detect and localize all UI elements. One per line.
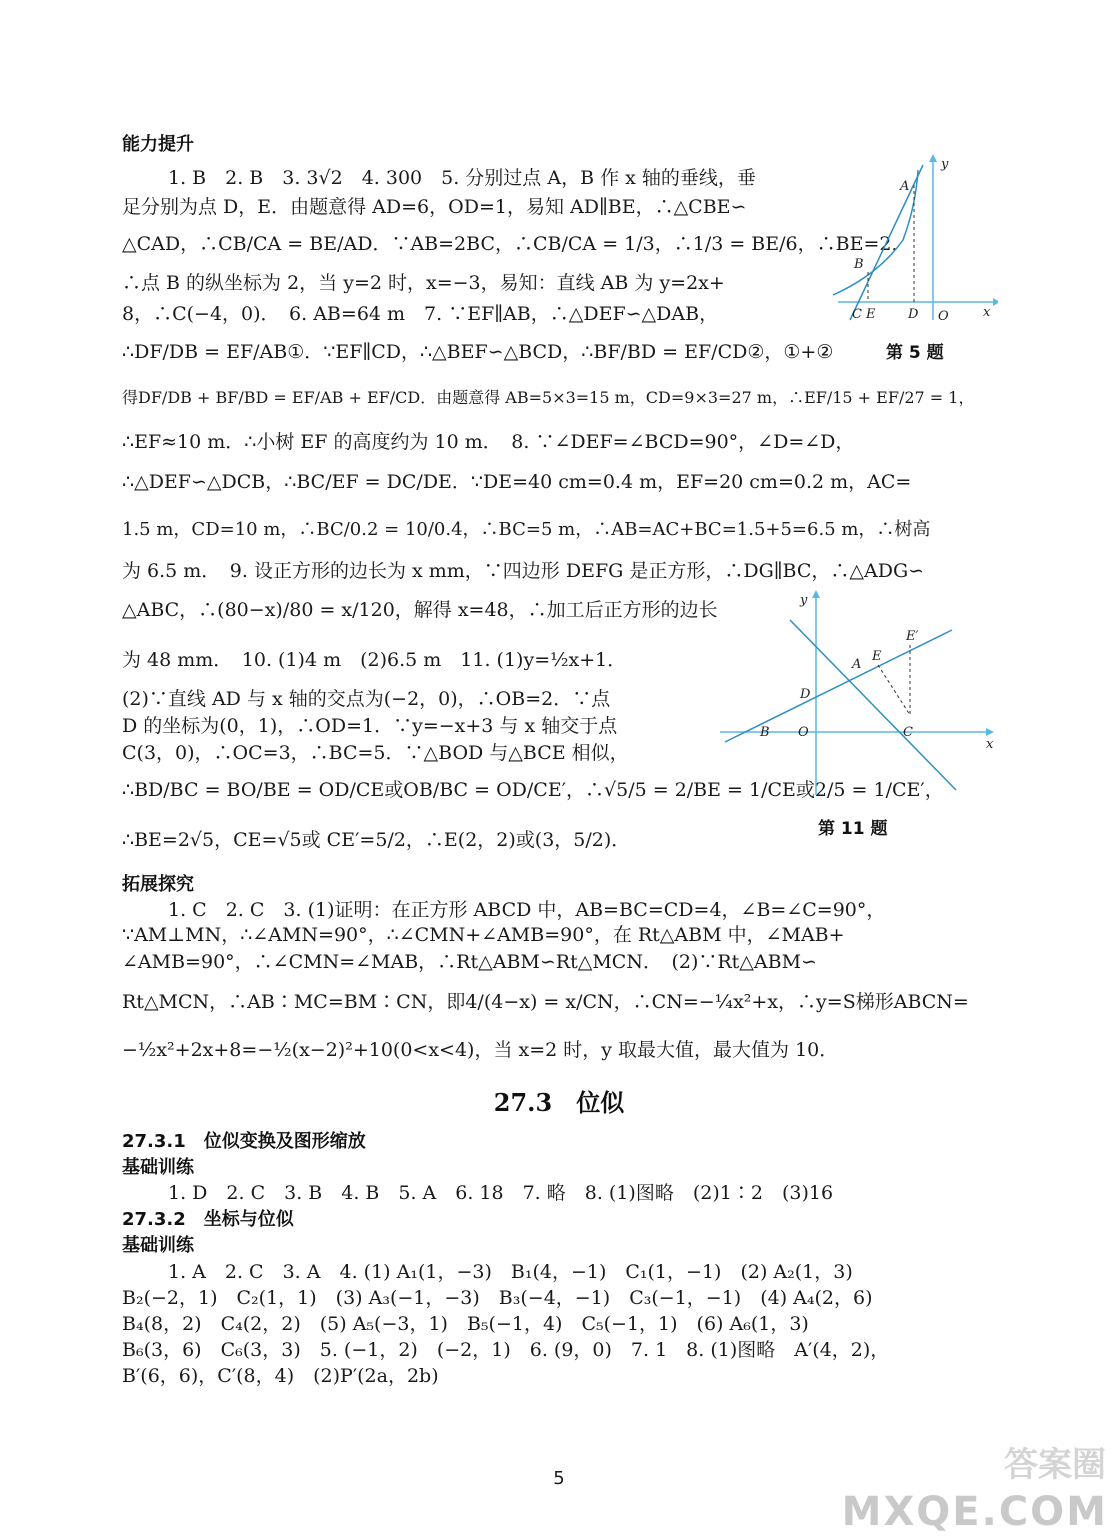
answer-line: B₄(8，2) C₄(2，2) (5) A₅(−3，1) B₅(−1，4) C₅(−1，1) (6) A₆(1，3) [122,1313,809,1335]
fig5-label: E [866,307,876,322]
fig11-caption: 第 11 题 [818,819,888,839]
answer-line: △CAD，∴CB/CA = BE/AD．∵AB=2BC，∴CB/CA = 1/3，∴1/3 = BE/6，∴BE=2． [122,233,911,255]
figure-5 [828,150,998,330]
answer-line: ∵AM⊥MN，∴∠AMN=90°，∴∠CMN+∠AMB=90°，在 Rt△ABM 中，∠MAB+ [122,924,845,946]
answer-line: ∴BE=2√5，CE=√5或 CE′=5/2，∴E(2，2)或(3，5/2)． [122,829,631,851]
fig5-label: D [908,307,919,322]
answer-line: −½x²+2x+8=−½(x−2)²+10(0<x<4)，当 x=2 时，y 取最大值，最大值为 10． [122,1039,839,1061]
answer-line: ∴△DEF∽△DCB，∴BC/EF = DC/DE．∵DE=40 cm=0.4 m，EF=20 cm=0.2 m，AC= [122,471,912,493]
answer-line: D 的坐标为(0，1)，∴OD=1．∵y=−x+3 与 x 轴交于点 [122,715,618,737]
fig5-label: B [854,257,864,272]
answer-line: 1. D 2. C 3. B 4. B 5. A 6. 18 7. 略 8. (1)图略 (2)1∶2 (3)16 [168,1182,834,1204]
fig11-label: x [986,737,994,752]
fig11-label: D [800,687,811,702]
answer-line: B₆(3，6) C₆(3，3) 5. (−1，2) (−2，1) 6. (9，0) 7. 1 8. (1)图略 A′(4，2)， [122,1339,890,1361]
page-number: 5 [553,1468,565,1489]
answer-line: ∠AMB=90°，∴∠CMN=∠MAB，∴Rt△ABM∽Rt△MCN． (2)∵Rt△ABM∽ [122,951,817,973]
answer-line: ∴点 B 的纵坐标为 2，当 y=2 时，x=−3，易知：直线 AB 为 y=2x+ [122,272,725,294]
answer-line: 为 6.5 m． 9. 设正方形的边长为 x mm，∵四边形 DEFG 是正方形，∴DG∥BC，∴△ADG∽ [122,560,925,582]
answer-line: 得DF/DB + BF/BD = EF/AB + EF/CD．由题意得 AB=5×3=15 m，CD=9×3=27 m，∴EF/15 + EF/27 = 1， [122,388,975,407]
answer-line: 为 48 mm． 10. (1)4 m (2)6.5 m 11. (1)y=½x+1． [122,649,627,671]
answer-line: B′(6，6)，C′(8，4) (2)P′(2a，2b) [122,1365,439,1387]
fig11-label: E [872,649,882,664]
answer-line: ∴BD/BC = BO/BE = OD/CE或OB/BC = OD/CE′，∴√5/5 = 2/BE = 1/CE或2/5 = 1/CE′， [122,779,944,801]
answer-line: 1. A 2. C 3. A 4. (1) A₁(1，−3) B₁(4，−1) C₁(1，−1) (2) A₂(1，3) [168,1261,853,1283]
answer-line: B₂(−2，1) C₂(1，1) (3) A₃(−1，−3) B₃(−4，−1) C₃(−1，−1) (4) A₄(2，6) [122,1287,873,1309]
fig11-label: y [800,593,808,608]
subsection-title: 27.3.2 坐标与位似 [122,1209,294,1230]
fig5-label: y [941,157,949,172]
heading-extend: 拓展探究 [122,874,194,895]
heading-basic: 基础训练 [122,1235,194,1256]
fig11-label: A [852,657,862,672]
answer-line: C(3，0)，∴OC=3，∴BC=5．∵△BOD 与△BCE 相似， [122,742,629,764]
fig5-label: O [938,309,949,324]
answer-line: ∴EF≈10 m．∴小树 EF 的高度约为 10 m． 8. ∵∠DEF=∠BCD=90°，∠D=∠D， [122,431,855,453]
fig11-label: O [798,725,809,740]
section-title: 27.3 位似 [493,1088,625,1117]
line-ab [850,165,923,320]
answer-line: 1. B 2. B 3. 3√2 4. 300 5. 分别过点 A，B 作 x 轴的垂线，垂 [168,167,756,189]
fig5-label: A [900,179,910,194]
heading-ability: 能力提升 [122,134,194,155]
answer-line: 1. C 2. C 3. (1)证明：在正方形 ABCD 中，AB=BC=CD=4，∠B=∠C=90°， [168,899,886,921]
fig5-caption: 第 5 题 [886,343,944,363]
answer-line: Rt△MCN，∴AB∶MC=BM∶CN，即4/(4−x) = x/CN，∴CN=−¼x²+x，∴y=S梯形ABCN= [122,991,969,1013]
answer-line: 8，∴C(−4，0)． 6. AB=64 m 7. ∵EF∥AB，∴△DEF∽△DAB， [122,303,719,325]
line-c [790,620,956,790]
fig11-label: B [760,725,770,740]
fig5-label: x [983,305,991,320]
answer-line: (2)∵直线 AD 与 x 轴的交点为(−2，0)，∴OB=2．∵点 [122,688,611,710]
watermark-logo: 答案圈 [1004,1445,1106,1485]
heading-basic: 基础训练 [122,1157,194,1178]
answer-line: ∴DF/DB = EF/AB①．∵EF∥CD，∴△BEF∽△BCD，∴BF/BD = EF/CD②，①+② [122,341,834,363]
fig5-label: C [852,307,862,322]
answer-line: 足分别为点 D，E．由题意得 AD=6，OD=1，易知 AD∥BE，∴△CBE∽ [122,196,747,218]
fig11-label: C [903,725,913,740]
watermark-url: MXQE.COM [841,1489,1108,1535]
subsection-title: 27.3.1 位似变换及图形缩放 [122,1131,366,1152]
figure-11 [720,590,1000,800]
fig11-label: E′ [906,629,919,644]
answer-line: 1.5 m，CD=10 m，∴BC/0.2 = 10/0.4，∴BC=5 m，∴AB=AC+BC=1.5+5=6.5 m，∴树高 [122,519,931,540]
answer-line: △ABC，∴(80−x)/80 = x/120，解得 x=48，∴加工后正方形的边长 [122,599,718,621]
